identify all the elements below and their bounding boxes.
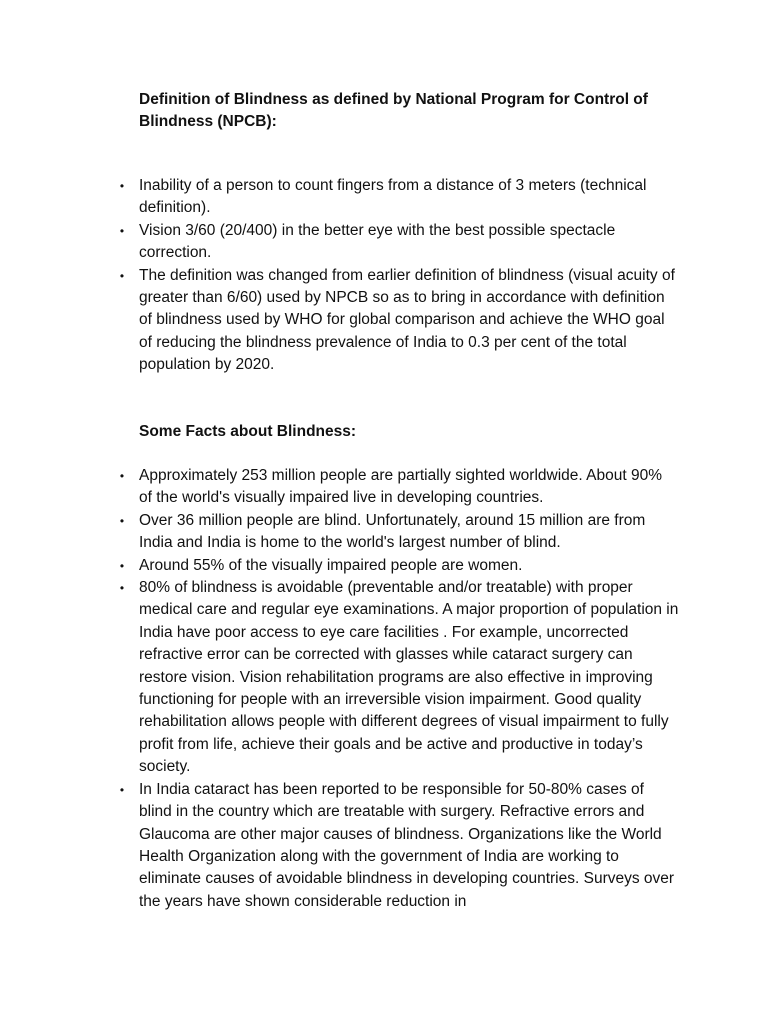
section-heading-npcb-definition: Definition of Blindness as defined by National Program for Control of Blindness (NPCB): bbox=[139, 91, 648, 130]
list-item bbox=[119, 175, 679, 220]
list-item-text: In India cataract has been reported to be responsible for 50-80% cases of blind in the country which are treatable with surgery. Refractive errors and Glaucoma are other major causes of blindness. Organizations like the World Health Organization along with the government of India are working to eliminate causes of avoidable blindness in developing countries. Surveys over the years have shown considerable reduction in bbox=[139, 780, 675, 910]
list-item bbox=[119, 577, 679, 779]
facts-list bbox=[119, 465, 679, 913]
list-item bbox=[119, 220, 679, 265]
bullet-icon: • bbox=[119, 268, 125, 283]
list-item-text: The definition was changed from earlier definition of blindness (visual acuity of greater than 6/60) used by NPCB so as to bring in accordance with definition of blindness used by WHO for global comparison and achieve the WHO goal of reducing the blindness prevalence of India to 0.3 per cent of the total population by 2020. bbox=[139, 266, 675, 374]
list-item-text: 80% of blindness is avoidable (preventable and/or treatable) with proper medical care and regular eye examinations. A major proportion of population in India have poor access to eye care facilities . For example, uncorrected refractive error can be corrected with glasses while cataract surgery can restore vision. Vision rehabilitation programs are also effective in improving functioning for people with an irreversible vision impairment. Good quality rehabilitation allows people with different degrees of visual impairment to fully profit from life, achieve their goals and be active and productive in today’s society. bbox=[139, 579, 679, 776]
bullet-icon: • bbox=[119, 469, 125, 483]
bullet-icon: • bbox=[119, 223, 125, 238]
list-item-text: Vision 3/60 (20/400) in the better eye with the best possible spectacle correction. bbox=[139, 221, 616, 262]
list-item-text: Over 36 million people are blind. Unfortunately, around 15 million are from India and India is home to the world's largest number of blind. bbox=[139, 511, 646, 552]
section-heading-blindness-facts: Some Facts about Blindness: bbox=[139, 423, 357, 440]
bullet-icon: • bbox=[119, 581, 125, 596]
list-item bbox=[119, 465, 679, 510]
list-item bbox=[119, 779, 679, 913]
bullet-icon: • bbox=[119, 513, 125, 528]
list-item bbox=[119, 555, 679, 577]
bullet-icon: • bbox=[119, 558, 125, 573]
list-item-text: Around 55% of the visually impaired people are women. bbox=[139, 556, 523, 574]
list-item-text: Inability of a person to count fingers from a distance of 3 meters (technical definition). bbox=[139, 177, 647, 217]
list-item bbox=[119, 510, 679, 555]
list-item-text: Approximately 253 million people are partially sighted worldwide. About 90% of the world's visually impaired live in developing countries. bbox=[139, 467, 662, 507]
bullet-icon: • bbox=[119, 179, 125, 193]
bullet-icon: • bbox=[119, 782, 125, 797]
list-item bbox=[119, 265, 679, 377]
definition-list bbox=[119, 175, 679, 377]
